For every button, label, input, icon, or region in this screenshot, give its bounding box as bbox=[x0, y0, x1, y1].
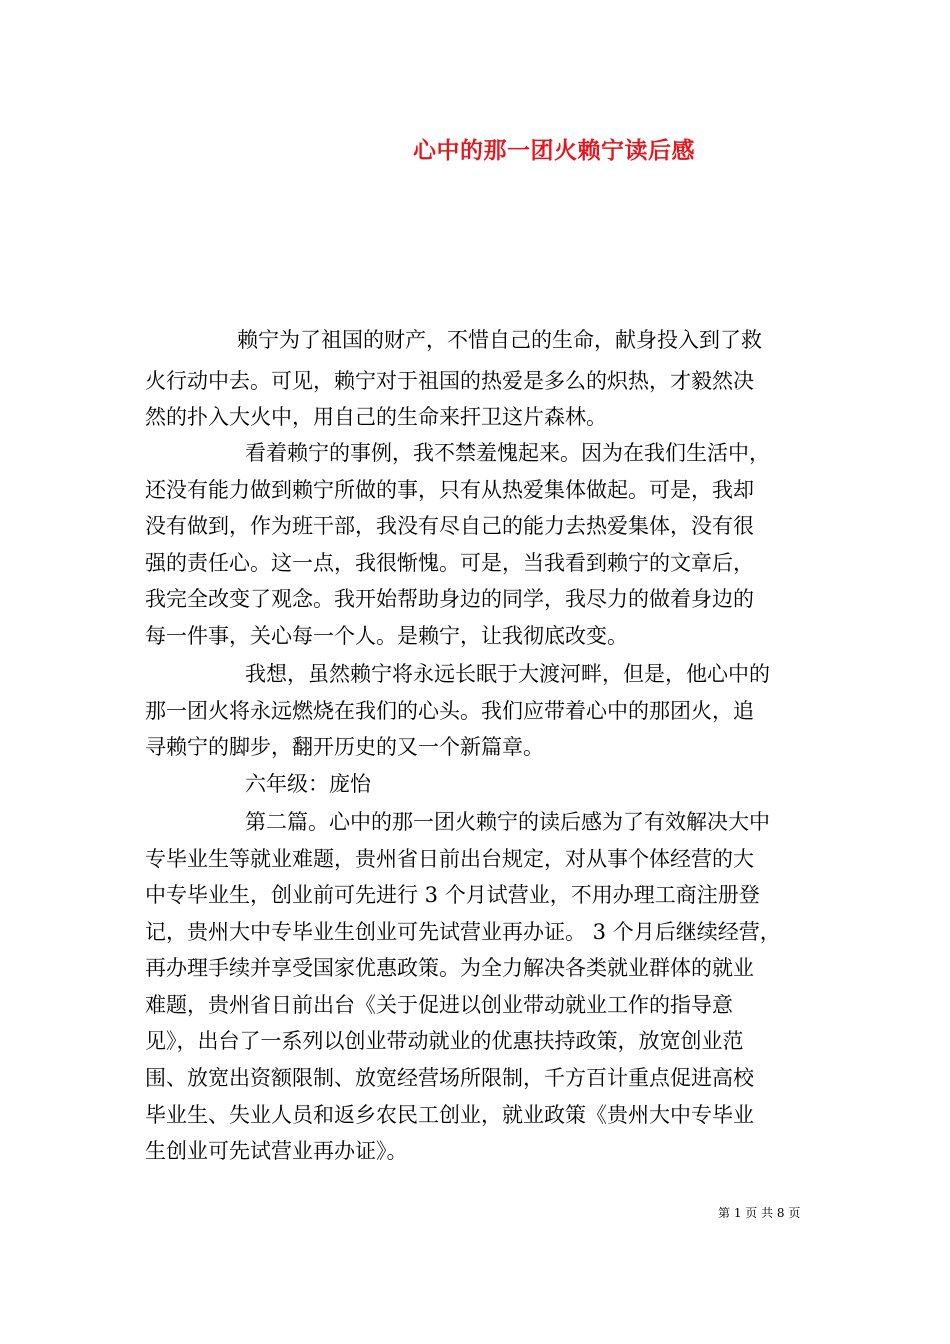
paragraph-line: 记，贵州大中专毕业生创业可先试营业再办证。 3 个月后继续经营， bbox=[145, 920, 781, 944]
author-line: 六年级：庞怡 bbox=[245, 772, 371, 796]
paragraph-line: 寻赖宁的脚步，翻开历史的又一个新篇章。 bbox=[145, 735, 544, 759]
paragraph-line: 我想，虽然赖宁将永远长眠于大渡河畔，但是，他心中的 bbox=[245, 662, 770, 686]
paragraph-line: 专毕业生等就业难题，贵州省日前出台规定，对从事个体经营的大 bbox=[145, 847, 754, 871]
paragraph-line: 再办理手续并享受国家优惠政策。为全力解决各类就业群体的就业 bbox=[145, 956, 754, 980]
paragraph-line: 我完全改变了观念。我开始帮助身边的同学，我尽力的做着身边的 bbox=[145, 587, 754, 611]
paragraph-line: 那一团火将永远燃烧在我们的心头。我们应带着心中的那团火，追 bbox=[145, 699, 754, 723]
paragraph-line: 生创业可先试营业再办证》。 bbox=[145, 1139, 408, 1163]
paragraph-line: 每一件事，关心每一个人。是赖宁，让我彻底改变。 bbox=[145, 624, 628, 648]
paragraph-line: 看着赖宁的事例，我不禁羞愧起来。因为在我们生活中， bbox=[245, 441, 770, 465]
paragraph-line: 强的责任心。这一点，我很惭愧。可是，当我看到赖宁的文章后， bbox=[145, 551, 754, 575]
paragraph-line: 围、放宽出资额限制、放宽经营场所限制，千方百计重点促进高校 bbox=[145, 1066, 754, 1090]
page-number: 第 1 页 共 8 页 bbox=[718, 1206, 801, 1220]
document-title: 心中的那一团火赖宁读后感 bbox=[413, 137, 695, 164]
paragraph-line: 赖宁为了祖国的财产，不惜自己的生命，献身投入到了救 bbox=[237, 328, 762, 352]
paragraph-line: 难题，贵州省日前出台《关于促进以创业带动就业工作的指导意 bbox=[145, 993, 733, 1017]
paragraph-line: 火行动中去。可见，赖宁对于祖国的热爱是多么的炽热，才毅然决 bbox=[145, 369, 754, 393]
paragraph-line: 中专毕业生，创业前可先进行 3 个月试营业，不用办理工商注册登 bbox=[145, 883, 760, 907]
paragraph-line: 没有做到，作为班干部，我没有尽自己的能力去热爱集体，没有很 bbox=[145, 514, 754, 538]
paragraph-line: 然的扑入大火中，用自己的生命来扞卫这片森林。 bbox=[145, 405, 607, 429]
paragraph-line: 见》，出台了一系列以创业带动就业的优惠扶持政策，放宽创业范 bbox=[145, 1029, 744, 1053]
paragraph-line: 毕业生、失业人员和返乡农民工创业，就业政策《贵州大中专毕业 bbox=[145, 1103, 754, 1127]
paragraph-line: 第二篇。心中的那一团火赖宁的读后感为了有效解决大中 bbox=[245, 810, 770, 834]
paragraph-line: 还没有能力做到赖宁所做的事，只有从热爱集体做起。可是，我却 bbox=[145, 478, 754, 502]
